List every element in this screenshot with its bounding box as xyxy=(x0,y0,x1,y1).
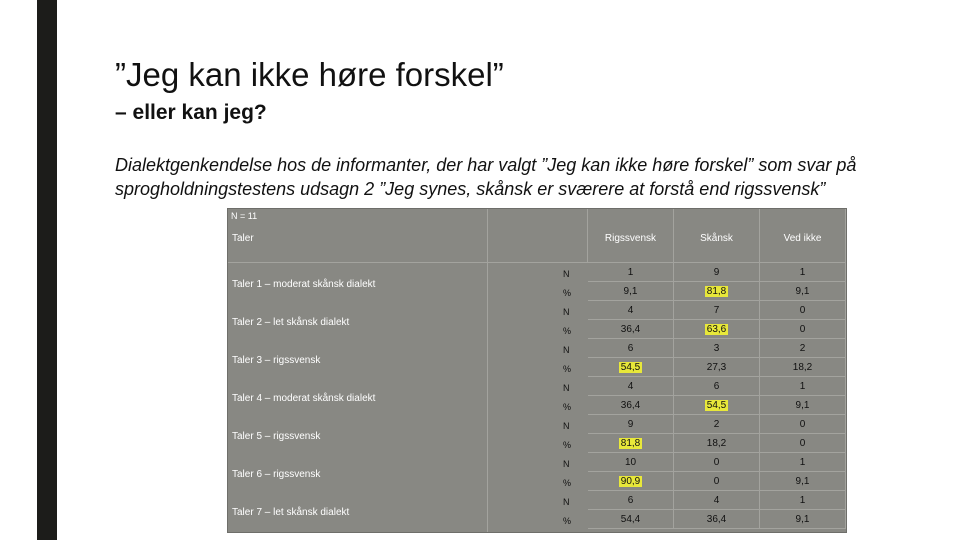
percent-unit-label: % xyxy=(563,440,572,450)
cell-value: 3 xyxy=(713,343,720,354)
table-cell xyxy=(588,339,674,358)
table-cell xyxy=(588,472,674,491)
cell-value: 10 xyxy=(624,457,637,468)
table-cell xyxy=(588,320,674,339)
column-header-ved-ikke: Ved ikke xyxy=(760,209,846,263)
cell-value: 9,1 xyxy=(795,400,810,411)
count-unit-label: N xyxy=(563,421,570,431)
unit-header-cell xyxy=(488,209,588,263)
table-cell xyxy=(760,377,846,396)
cell-value: 6 xyxy=(713,381,720,392)
cell-value: 18,2 xyxy=(706,438,727,449)
percent-unit-label: % xyxy=(563,364,572,374)
table-cell xyxy=(760,396,846,415)
table-cell xyxy=(674,339,760,358)
cell-value: 1 xyxy=(799,267,806,278)
slide-subtitle: – eller kan jeg? xyxy=(115,101,267,124)
cell-value: 2 xyxy=(799,343,806,354)
count-unit-label: N xyxy=(563,497,570,507)
cell-value: 27,3 xyxy=(706,362,727,373)
slide-title: ”Jeg kan ikke høre forskel” xyxy=(115,56,504,93)
table-cell xyxy=(760,510,846,529)
table-cell xyxy=(674,396,760,415)
speaker-header: Taler xyxy=(232,233,254,244)
table-cell xyxy=(674,491,760,510)
speaker-label: Taler 6 – rigssvensk xyxy=(232,469,321,480)
cell-value: 18,2 xyxy=(792,362,813,373)
count-unit-label: N xyxy=(563,459,570,469)
cell-value: 0 xyxy=(799,438,806,449)
sample-size-label: N = 11 xyxy=(231,211,258,221)
table-cell xyxy=(760,415,846,434)
table-cell xyxy=(760,491,846,510)
table-cell xyxy=(760,358,846,377)
table-cell xyxy=(760,320,846,339)
speaker-label: Taler 2 – let skånsk dialekt xyxy=(232,317,350,328)
table-cell xyxy=(674,510,760,529)
table-cell xyxy=(588,301,674,320)
cell-value: 0 xyxy=(713,476,720,487)
table-cell xyxy=(674,282,760,301)
table-cell xyxy=(674,472,760,491)
cell-value: 54,4 xyxy=(620,514,641,525)
cell-value: 36,4 xyxy=(620,400,641,411)
cell-value: 36,4 xyxy=(706,514,727,525)
cell-value: 63,6 xyxy=(706,324,727,335)
speaker-header-cell xyxy=(228,209,488,263)
cell-value: 9,1 xyxy=(795,476,810,487)
table-cell xyxy=(674,434,760,453)
speaker-label: Taler 4 – moderat skånsk dialekt xyxy=(232,393,376,404)
count-unit-label: N xyxy=(563,345,570,355)
percent-unit-label: % xyxy=(563,288,572,298)
cell-value: 1 xyxy=(627,267,634,278)
cell-value: 4 xyxy=(713,495,720,506)
table-cell xyxy=(674,453,760,472)
cell-value: 7 xyxy=(713,305,720,316)
table-cell xyxy=(760,301,846,320)
cell-value: 4 xyxy=(627,305,634,316)
table-cell xyxy=(674,377,760,396)
cell-value: 9,1 xyxy=(795,286,810,297)
table-cell xyxy=(760,263,846,282)
speaker-label: Taler 3 – rigssvensk xyxy=(232,355,321,366)
table-cell xyxy=(588,453,674,472)
cell-value: 81,8 xyxy=(620,438,641,449)
table-cell xyxy=(760,453,846,472)
percent-unit-label: % xyxy=(563,402,572,412)
speaker-label: Taler 1 – moderat skånsk dialekt xyxy=(232,279,376,290)
cell-value: 81,8 xyxy=(706,286,727,297)
cell-value: 9,1 xyxy=(795,514,810,525)
cell-value: 54,5 xyxy=(706,400,727,411)
table-cell xyxy=(760,434,846,453)
table-cell xyxy=(588,263,674,282)
percent-unit-label: % xyxy=(563,478,572,488)
cell-value: 1 xyxy=(799,495,806,506)
table-cell xyxy=(674,263,760,282)
cell-value: 6 xyxy=(627,343,634,354)
cell-value: 36,4 xyxy=(620,324,641,335)
column-header-rigssvensk: Rigssvensk xyxy=(588,209,674,263)
table-cell xyxy=(588,434,674,453)
cell-value: 2 xyxy=(713,419,720,430)
cell-value: 1 xyxy=(799,381,806,392)
table-cell xyxy=(588,377,674,396)
cell-value: 0 xyxy=(799,305,806,316)
side-accent-bar xyxy=(37,0,57,540)
unit-column xyxy=(488,263,588,532)
count-unit-label: N xyxy=(563,383,570,393)
column-header-skansk: Skånsk xyxy=(674,209,760,263)
table-cell xyxy=(588,396,674,415)
table-cell xyxy=(588,415,674,434)
table-cell xyxy=(674,358,760,377)
table-cell xyxy=(674,415,760,434)
count-unit-label: N xyxy=(563,307,570,317)
count-unit-label: N xyxy=(563,269,570,279)
results-table xyxy=(227,208,847,533)
cell-value: 9 xyxy=(713,267,720,278)
slide-description: Dialektgenkendelse hos de informanter, der har valgt ”Jeg kan ikke høre forskel” som svar på sprogholdningstestens udsagn 2 ”Jeg synes, skånsk er sværere at forstå end rigssvensk” xyxy=(115,155,857,199)
cell-value: 0 xyxy=(799,419,806,430)
table-cell xyxy=(674,320,760,339)
cell-value: 1 xyxy=(799,457,806,468)
cell-value: 9 xyxy=(627,419,634,430)
cell-value: 0 xyxy=(713,457,720,468)
table-cell xyxy=(588,358,674,377)
table-cell xyxy=(760,282,846,301)
table-cell xyxy=(760,339,846,358)
cell-value: 4 xyxy=(627,381,634,392)
cell-value: 0 xyxy=(799,324,806,335)
speaker-label: Taler 7 – let skånsk dialekt xyxy=(232,507,350,518)
percent-unit-label: % xyxy=(563,516,572,526)
cell-value: 6 xyxy=(627,495,634,506)
cell-value: 9,1 xyxy=(623,286,638,297)
table-cell xyxy=(760,472,846,491)
cell-value: 54,5 xyxy=(620,362,641,373)
speaker-label: Taler 5 – rigssvensk xyxy=(232,431,321,442)
table-cell xyxy=(588,282,674,301)
table-cell xyxy=(674,301,760,320)
percent-unit-label: % xyxy=(563,326,572,336)
cell-value: 90,9 xyxy=(620,476,641,487)
speaker-column xyxy=(228,263,488,532)
table-cell xyxy=(588,491,674,510)
table-cell xyxy=(588,510,674,529)
